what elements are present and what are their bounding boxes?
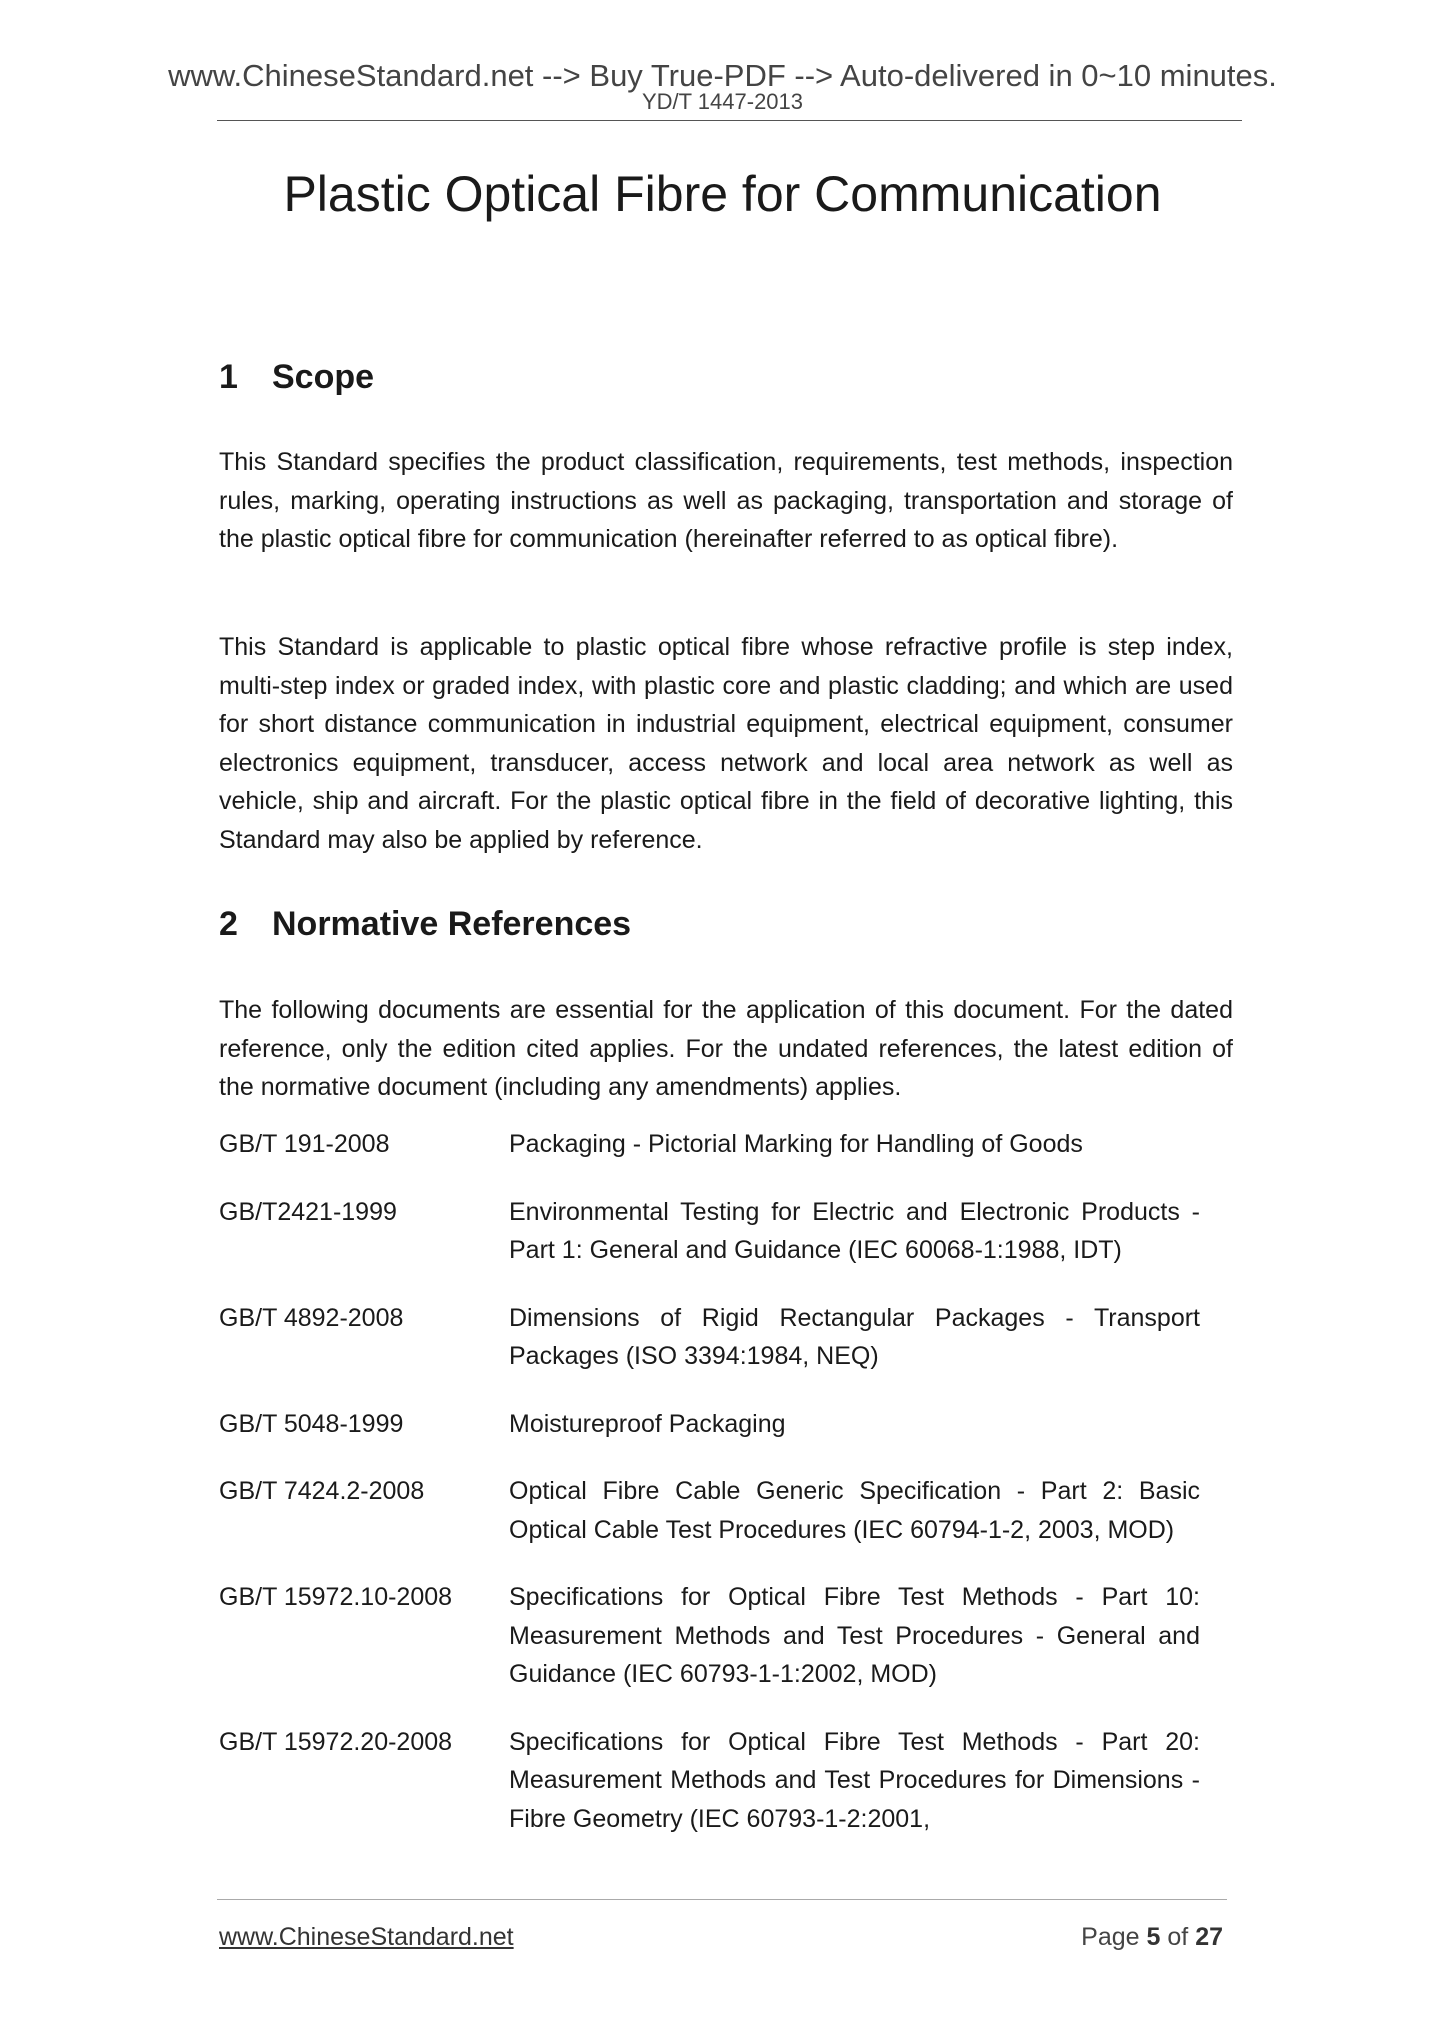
page-total: 27 (1195, 1923, 1223, 1951)
reference-item (219, 1405, 1219, 1444)
references-intro-paragraph: The following documents are essential for the application of this document. For the dated reference, only the edition cited applies. For the undated references, the latest edition of the normative document (including any amendments) applies. (219, 996, 1233, 1101)
reference-item (219, 1299, 1219, 1376)
document-id: YD/T 1447-2013 (641, 89, 804, 114)
reference-item (219, 1472, 1219, 1549)
reference-code: GB/T 4892-2008 (219, 1303, 404, 1332)
reference-title: Packaging - Pictorial Marking for Handling of Goods (509, 1130, 1083, 1158)
reference-code: GB/T 5048-1999 (219, 1409, 404, 1438)
reference-item (219, 1578, 1219, 1694)
page-current: 5 (1146, 1923, 1161, 1951)
page-prefix: Page (1081, 1923, 1140, 1951)
header-banner: www.ChineseStandard.net --> Buy True-PDF --> Auto-delivered in 0~10 minutes. (168, 58, 1277, 93)
page-number (1000, 1922, 1223, 1952)
reference-title: Specifications for Optical Fibre Test Methods - Part 20: Measurement Methods and Test Procedures for Dimensions - Fibre Geometry (IEC 60793-1-2:2001, (509, 1727, 1200, 1833)
footer-divider (217, 1899, 1227, 1900)
section-heading-scope (219, 357, 374, 397)
reference-list (219, 1125, 1219, 1867)
scope-paragraph-1: This Standard specifies the product classification, requirements, test methods, inspection rules, marking, operating instructions as well as packaging, transportation and storage of the plastic optical fibre for communication (hereinafter referred to as optical fibre). (219, 448, 1233, 553)
section-title: Normative References (272, 905, 632, 943)
reference-code: GB/T 15972.10-2008 (219, 1583, 453, 1611)
header-divider (217, 120, 1242, 121)
reference-code: GB/T 15972.20-2008 (219, 1727, 453, 1756)
reference-item (219, 1193, 1219, 1270)
reference-code: GB/T 7424.2-2008 (219, 1477, 425, 1505)
reference-title: Optical Fibre Cable Generic Specification - Part 2: Basic Optical Cable Test Procedures (IEC 60794-1-2, 2003, MOD) (509, 1477, 1200, 1544)
footer-website-link[interactable]: www.ChineseStandard.net (219, 1923, 514, 1951)
section-title: Scope (272, 358, 375, 396)
reference-title: Specifications for Optical Fibre Test Methods - Part 10: Measurement Methods and Test Procedures - General and Guidance (IEC 60793-1-1:2002, MOD) (509, 1583, 1200, 1688)
section-number: 2 (219, 905, 238, 943)
section-number: 1 (219, 358, 238, 396)
scope-paragraph-2: This Standard is applicable to plastic optical fibre whose refractive profile is step index, multi-step index or graded index, with plastic core and plastic cladding; and which are used for short distance communication in industrial equipment, electrical equipment, consumer electronics equipment, transducer, access network and local area network as well as vehicle, ship and aircraft. For the plastic optical fibre in the field of decorative lighting, this Standard may also be applied by reference. (219, 633, 1233, 854)
reference-code: GB/T 191-2008 (219, 1130, 390, 1158)
reference-title: Environmental Testing for Electric and Electronic Products - Part 1: General and Guidance (IEC 60068-1:1988, IDT) (509, 1197, 1200, 1264)
reference-title: Dimensions of Rigid Rectangular Packages - Transport Packages (ISO 3394:1984, NEQ) (509, 1303, 1200, 1370)
reference-code: GB/T2421-1999 (219, 1197, 397, 1226)
page-separator: of (1167, 1923, 1189, 1951)
reference-title: Moistureproof Packaging (509, 1409, 786, 1438)
page-title: Plastic Optical Fibre for Communication (283, 166, 1162, 222)
reference-item (219, 1125, 1219, 1164)
reference-item (219, 1723, 1219, 1839)
section-heading-normative-references (219, 904, 631, 944)
